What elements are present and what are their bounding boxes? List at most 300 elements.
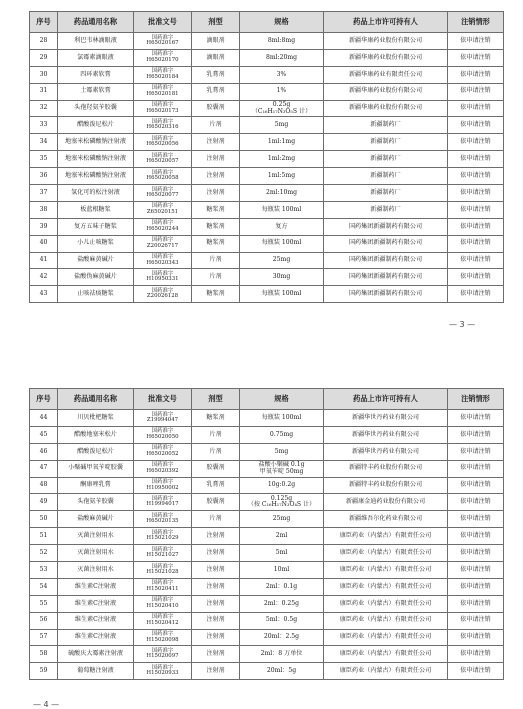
serial-number-cell: 39	[30, 218, 58, 235]
specification-cell	[240, 269, 324, 286]
approval-number-cell	[134, 629, 192, 646]
cell-text-line: 10g:0.2g	[267, 481, 296, 489]
cell-text-line: 每瓶装 100ml	[261, 413, 302, 421]
approval-number-cell	[134, 562, 192, 579]
table-row	[30, 269, 504, 286]
serial-number-cell: 29	[30, 49, 58, 66]
drug-name-cell: 复方五味子糖浆	[58, 218, 134, 235]
dosage-form-cell: 滴眼剂	[192, 33, 240, 50]
document-page-4	[29, 388, 503, 680]
approval-number-cell	[134, 235, 192, 252]
cell-text-line: H15020933	[146, 670, 179, 677]
approval-number-cell	[134, 117, 192, 134]
table-row	[30, 629, 504, 646]
serial-number-cell: 50	[30, 511, 58, 528]
table-row	[30, 578, 504, 595]
table-row	[30, 646, 504, 663]
cell-text-line: 8ml:20mg	[265, 53, 298, 61]
serial-number-cell: 46	[30, 443, 58, 460]
cancellation-status-cell: 依申请注销	[448, 545, 504, 562]
cancellation-status-cell: 依申请注销	[448, 426, 504, 443]
cancellation-status-cell: 依申请注销	[448, 33, 504, 50]
cancellation-status-cell: 依申请注销	[448, 49, 504, 66]
dosage-form-cell: 片剂	[192, 443, 240, 460]
approval-number-cell	[134, 252, 192, 269]
cell-text-line: 国药准字	[151, 411, 174, 418]
specification-cell	[240, 286, 324, 303]
table-row	[30, 252, 504, 269]
drug-cancellation-table-page-4	[29, 388, 504, 680]
serial-number-cell: 42	[30, 269, 58, 286]
approval-number-cell	[134, 218, 192, 235]
specification-cell	[240, 252, 324, 269]
dosage-form-cell: 糖浆剂	[192, 201, 240, 218]
cell-text-line: 甲氧苄啶 50mg	[259, 467, 304, 475]
approval-number-cell	[134, 49, 192, 66]
cell-text-line: 0.25g	[272, 101, 291, 109]
drug-name-cell: 灭菌注射用水	[58, 562, 134, 579]
drug-name-cell: 土霉素软膏	[58, 83, 134, 100]
serial-number-cell: 57	[30, 629, 58, 646]
table-body	[30, 410, 504, 680]
cell-text-line: 2ml	[275, 531, 288, 539]
serial-number-cell: 41	[30, 252, 58, 269]
dosage-form-cell: 片剂	[192, 117, 240, 134]
drug-name-cell: 地塞米松磷酸钠注射液	[58, 134, 134, 151]
serial-number-cell: 45	[30, 426, 58, 443]
serial-number-cell: 44	[30, 410, 58, 427]
drug-name-cell: 利巴韦林滴眼液	[58, 33, 134, 50]
header-serial-number: 序号	[30, 12, 58, 33]
cell-text-line: 国药准字	[151, 51, 174, 58]
cell-text-line: 国药准字	[151, 237, 174, 244]
license-holder-cell: 康臣药业（内蒙古）有限责任公司	[324, 562, 448, 579]
cell-text-line: 国药准字	[151, 85, 174, 92]
cancellation-status-cell: 依申请注销	[448, 201, 504, 218]
cell-text-line: 2ml：8 万单位	[260, 650, 303, 658]
cell-text-line: 1ml:5mg	[267, 171, 296, 179]
cancellation-status-cell: 依申请注销	[448, 629, 504, 646]
cell-text-line: H10950331	[146, 276, 179, 283]
license-holder-cell: 新疆维吾尔化药业有限公司	[324, 511, 448, 528]
approval-number-cell	[134, 269, 192, 286]
license-holder-cell: 康臣药业（内蒙古）有限责任公司	[324, 545, 448, 562]
cancellation-status-cell: 依申请注销	[448, 218, 504, 235]
cell-text-line: 0.125g	[270, 495, 293, 502]
serial-number-cell: 48	[30, 477, 58, 494]
approval-number-cell	[134, 168, 192, 185]
cell-text-line: 国药准字	[151, 563, 174, 570]
cell-text-line: H65020173	[146, 107, 179, 114]
cell-text-line: 5mg	[274, 447, 289, 455]
cancellation-status-cell: 依申请注销	[448, 100, 504, 117]
table-body	[30, 33, 504, 303]
dosage-form-cell: 注射剂	[192, 528, 240, 545]
license-holder-cell: 康臣药业（内蒙古）有限责任公司	[324, 646, 448, 663]
specification-cell	[240, 494, 324, 511]
dosage-form-cell: 糖浆剂	[192, 218, 240, 235]
cell-text-line: 25mg	[272, 256, 291, 264]
cell-text-line: 国药准字	[151, 462, 174, 469]
cell-text-line: 8ml:8mg	[267, 36, 296, 44]
drug-name-cell: 硫酸庆大霉素注射液	[58, 646, 134, 663]
table-row	[30, 595, 504, 612]
table-row	[30, 151, 504, 168]
specification-cell	[240, 33, 324, 50]
approval-number-cell	[134, 83, 192, 100]
approval-number-cell	[134, 494, 192, 511]
dosage-form-cell: 糖浆剂	[192, 286, 240, 303]
approval-number-cell	[134, 443, 192, 460]
drug-cancellation-table-page-3	[29, 11, 504, 303]
serial-number-cell: 49	[30, 494, 58, 511]
approval-number-cell	[134, 646, 192, 663]
license-holder-cell: 康臣药业（内蒙古）有限责任公司	[324, 629, 448, 646]
cell-text-line: （C₁₆H₁₇N₃O₅S 计）	[251, 107, 312, 115]
dosage-form-cell: 胶囊剂	[192, 460, 240, 477]
serial-number-cell: 56	[30, 612, 58, 629]
cell-text-line: 国药准字	[151, 479, 174, 486]
specification-cell	[240, 426, 324, 443]
specification-cell	[240, 117, 324, 134]
dosage-form-cell: 注射剂	[192, 185, 240, 202]
license-holder-cell: 国药集团新疆制药有限公司	[324, 269, 448, 286]
license-holder-cell: 康臣药业（内蒙古）有限责任公司	[324, 612, 448, 629]
cell-text-line: 1ml:2mg	[267, 154, 296, 162]
cell-text-line: 2ml:10mg	[265, 188, 298, 196]
approval-number-cell	[134, 286, 192, 303]
cell-text-line: H65020181	[146, 90, 179, 97]
table-row	[30, 410, 504, 427]
cell-text-line: H15021029	[146, 535, 179, 542]
drug-name-cell: 川贝枇杷糖浆	[58, 410, 134, 427]
page-number: — 4 —	[33, 700, 60, 709]
dosage-form-cell: 乳膏剂	[192, 83, 240, 100]
dosage-form-cell: 注射剂	[192, 562, 240, 579]
header-dosage-form: 剂型	[192, 12, 240, 33]
table-row	[30, 545, 504, 562]
serial-number-cell: 28	[30, 33, 58, 50]
cancellation-status-cell: 依申请注销	[448, 460, 504, 477]
dosage-form-cell: 注射剂	[192, 595, 240, 612]
cell-text-line: 1ml:1mg	[267, 138, 296, 146]
drug-name-cell: 盐酸麻黄碱片	[58, 511, 134, 528]
cell-text-line: Z20026717	[146, 242, 179, 249]
table-header-row	[30, 389, 504, 410]
cancellation-status-cell: 依申请注销	[448, 66, 504, 83]
cell-text-line: H65020392	[146, 467, 179, 474]
cell-text-line: H65020316	[146, 124, 179, 131]
specification-cell	[240, 410, 324, 427]
cancellation-status-cell: 依申请注销	[448, 477, 504, 494]
table-header-row	[30, 12, 504, 33]
drug-name-cell: 酮康唑乳膏	[58, 477, 134, 494]
cancellation-status-cell: 依申请注销	[448, 595, 504, 612]
dosage-form-cell: 胶囊剂	[192, 100, 240, 117]
cell-text-line: H10950002	[146, 484, 179, 491]
approval-number-cell	[134, 663, 192, 680]
cancellation-status-cell: 依申请注销	[448, 117, 504, 134]
dosage-form-cell: 注射剂	[192, 612, 240, 629]
drug-name-cell: 醋酸泼尼松片	[58, 443, 134, 460]
cell-text-line: 国药准字	[151, 428, 174, 435]
serial-number-cell: 38	[30, 201, 58, 218]
serial-number-cell: 51	[30, 528, 58, 545]
table-row	[30, 477, 504, 494]
cell-text-line: 2ml：0.25g	[263, 599, 300, 607]
cancellation-status-cell: 依申请注销	[448, 252, 504, 269]
cell-text-line: 20ml：5g	[266, 667, 297, 675]
cancellation-status-cell: 依申请注销	[448, 494, 504, 511]
cell-text-line: H65020170	[146, 56, 179, 63]
cell-text-line: 复方	[275, 222, 288, 230]
specification-cell	[240, 511, 324, 528]
header-license-holder: 药品上市许可持有人	[324, 12, 448, 33]
license-holder-cell: 新疆制药厂	[324, 134, 448, 151]
specification-cell	[240, 646, 324, 663]
drug-name-cell: 葡萄糖注射液	[58, 663, 134, 680]
drug-name-cell: 醋酸泼尼松片	[58, 117, 134, 134]
license-holder-cell: 康臣药业（内蒙古）有限责任公司	[324, 578, 448, 595]
cell-text-line: 国药准字	[151, 220, 174, 227]
specification-cell	[240, 100, 324, 117]
table-row	[30, 218, 504, 235]
specification-cell	[240, 460, 324, 477]
cancellation-status-cell: 依申请注销	[448, 562, 504, 579]
serial-number-cell: 53	[30, 562, 58, 579]
header-specification: 规格	[240, 12, 324, 33]
cell-text-line: Z65020151	[146, 208, 179, 215]
table-row	[30, 663, 504, 680]
table-row	[30, 562, 504, 579]
cancellation-status-cell: 依申请注销	[448, 185, 504, 202]
cancellation-status-cell: 依申请注销	[448, 151, 504, 168]
cancellation-status-cell: 依申请注销	[448, 443, 504, 460]
license-holder-cell: 国药集团新疆制药有限公司	[324, 218, 448, 235]
drug-name-cell: 板蓝根糖浆	[58, 201, 134, 218]
specification-cell	[240, 612, 324, 629]
cell-text-line: H65020184	[146, 73, 179, 80]
license-holder-cell: 新疆制药厂	[324, 168, 448, 185]
header-cancellation-status: 注销情形	[448, 12, 504, 33]
cancellation-status-cell: 依申请注销	[448, 663, 504, 680]
license-holder-cell: 新疆制药厂	[324, 151, 448, 168]
cell-text-line: H15021027	[146, 552, 179, 559]
table-row	[30, 235, 504, 252]
cell-text-line: 国药准字	[151, 614, 174, 621]
approval-number-cell	[134, 528, 192, 545]
drug-name-cell: 维生素C注射液	[58, 578, 134, 595]
table-row	[30, 494, 504, 511]
header-cancellation-status: 注销情形	[448, 389, 504, 410]
specification-cell	[240, 663, 324, 680]
specification-cell	[240, 218, 324, 235]
cell-text-line: 国药准字	[151, 118, 174, 125]
approval-number-cell	[134, 66, 192, 83]
specification-cell	[240, 66, 324, 83]
cancellation-status-cell: 依申请注销	[448, 410, 504, 427]
cancellation-status-cell: 依申请注销	[448, 168, 504, 185]
dosage-form-cell: 片剂	[192, 511, 240, 528]
specification-cell	[240, 49, 324, 66]
table-row	[30, 443, 504, 460]
approval-number-cell	[134, 595, 192, 612]
table-row	[30, 117, 504, 134]
license-holder-cell: 新疆华康药业有限责任公司	[324, 66, 448, 83]
cancellation-status-cell: 依申请注销	[448, 134, 504, 151]
drug-name-cell: 止咳祛痰糖浆	[58, 286, 134, 303]
drug-name-cell: 头孢氨苄胶囊	[58, 494, 134, 511]
cancellation-status-cell: 依申请注销	[448, 528, 504, 545]
cell-text-line: 0.75mg	[269, 430, 294, 438]
cell-text-line: 国药准字	[151, 648, 174, 654]
drug-name-cell: 地塞米松磷酸钠注射液	[58, 151, 134, 168]
dosage-form-cell: 注射剂	[192, 578, 240, 595]
cell-text-line: 国药准字	[151, 152, 174, 159]
cell-text-line: 国药准字	[151, 512, 174, 519]
cell-text-line: 1%	[276, 87, 287, 95]
cancellation-status-cell: 依申请注销	[448, 612, 504, 629]
cancellation-status-cell: 依申请注销	[448, 235, 504, 252]
cell-text-line: 5mg	[274, 121, 289, 129]
serial-number-cell: 35	[30, 151, 58, 168]
table-row	[30, 612, 504, 629]
approval-number-cell	[134, 477, 192, 494]
cell-text-line: H65020167	[146, 39, 179, 46]
cell-text-line: 国药准字	[151, 631, 174, 638]
approval-number-cell	[134, 426, 192, 443]
specification-cell	[240, 83, 324, 100]
specification-cell	[240, 578, 324, 595]
dosage-form-cell: 乳膏剂	[192, 66, 240, 83]
table-row	[30, 83, 504, 100]
serial-number-cell: 31	[30, 83, 58, 100]
approval-number-cell	[134, 33, 192, 50]
approval-number-cell	[134, 578, 192, 595]
serial-number-cell: 47	[30, 460, 58, 477]
specification-cell	[240, 235, 324, 252]
table-row	[30, 286, 504, 303]
serial-number-cell: 58	[30, 646, 58, 663]
cell-text-line: 盐酸小檗碱 0.1g	[258, 461, 305, 469]
dosage-form-cell: 注射剂	[192, 663, 240, 680]
cell-text-line: H65020244	[146, 225, 179, 232]
drug-name-cell: 灭菌注射用水	[58, 528, 134, 545]
drug-name-cell: 氢化可的松注射液	[58, 185, 134, 202]
specification-cell	[240, 528, 324, 545]
cell-text-line: 国药准字	[151, 287, 174, 294]
license-holder-cell: 新疆华世丹药业有限公司	[324, 443, 448, 460]
license-holder-cell: 国药集团新疆制药有限公司	[324, 235, 448, 252]
specification-cell	[240, 443, 324, 460]
specification-cell	[240, 151, 324, 168]
dosage-form-cell: 胶囊剂	[192, 494, 240, 511]
table-row	[30, 100, 504, 117]
approval-number-cell	[134, 134, 192, 151]
license-holder-cell: 康臣药业（内蒙古）有限责任公司	[324, 595, 448, 612]
header-license-holder: 药品上市许可持有人	[324, 389, 448, 410]
specification-cell	[240, 629, 324, 646]
license-holder-cell: 新疆特丰药业股份有限公司	[324, 460, 448, 477]
specification-cell	[240, 168, 324, 185]
header-approval-number: 批准文号	[134, 389, 192, 410]
serial-number-cell: 52	[30, 545, 58, 562]
cell-text-line: 国药准字	[151, 529, 174, 536]
license-holder-cell: 新疆制药厂	[324, 201, 448, 218]
header-approval-number: 批准文号	[134, 12, 192, 33]
license-holder-cell: 新疆华康药业股份有限公司	[324, 83, 448, 100]
cell-text-line: 2ml：0.1g	[265, 582, 298, 590]
cell-text-line: 每瓶装 100ml	[261, 239, 302, 247]
approval-number-cell	[134, 151, 192, 168]
table-row	[30, 201, 504, 218]
specification-cell	[240, 477, 324, 494]
serial-number-cell: 34	[30, 134, 58, 151]
cell-text-line: 国药准字	[151, 271, 174, 277]
cell-text-line: 国药准字	[151, 203, 174, 210]
cell-text-line: 国药准字	[151, 135, 174, 142]
table-row	[30, 66, 504, 83]
license-holder-cell: 新疆康金迪药业股份有限公司	[324, 494, 448, 511]
dosage-form-cell: 注射剂	[192, 646, 240, 663]
drug-name-cell: 小儿止咳糖浆	[58, 235, 134, 252]
cell-text-line: H15020412	[146, 619, 179, 626]
dosage-form-cell: 片剂	[192, 269, 240, 286]
header-serial-number: 序号	[30, 389, 58, 410]
table-row	[30, 511, 504, 528]
drug-name-cell: 醋酸地塞米松片	[58, 426, 134, 443]
approval-number-cell	[134, 201, 192, 218]
cell-text-line: 30mg	[272, 273, 291, 281]
table-row	[30, 49, 504, 66]
cell-text-line: H65020052	[146, 450, 179, 457]
specification-cell	[240, 545, 324, 562]
cell-text-line: H15021028	[146, 568, 179, 575]
drug-name-cell: 地塞米松磷酸钠注射液	[58, 168, 134, 185]
serial-number-cell: 55	[30, 595, 58, 612]
serial-number-cell: 43	[30, 286, 58, 303]
drug-name-cell: 头孢羟氨苄胶囊	[58, 100, 134, 117]
table-row	[30, 134, 504, 151]
cell-text-line: 20ml：2.5g	[263, 633, 300, 641]
cell-text-line: 每瓶装 100ml	[261, 290, 302, 298]
cell-text-line: H65020050	[146, 433, 179, 440]
cell-text-line: 国药准字	[151, 580, 174, 587]
license-holder-cell: 国药集团新疆制药有限公司	[324, 286, 448, 303]
approval-number-cell	[134, 511, 192, 528]
cell-text-line: 3%	[276, 70, 287, 78]
cancellation-status-cell: 依申请注销	[448, 286, 504, 303]
drug-name-cell: 维生素C注射液	[58, 629, 134, 646]
serial-number-cell: 36	[30, 168, 58, 185]
cell-text-line: 国药准字	[151, 68, 174, 75]
serial-number-cell: 30	[30, 66, 58, 83]
cancellation-status-cell: 依申请注销	[448, 269, 504, 286]
drug-name-cell: 盐酸伪麻黄碱片	[58, 269, 134, 286]
table-row	[30, 460, 504, 477]
approval-number-cell	[134, 460, 192, 477]
dosage-form-cell: 注射剂	[192, 134, 240, 151]
table-row	[30, 185, 504, 202]
approval-number-cell	[134, 545, 192, 562]
cell-text-line: 国药准字	[151, 102, 174, 109]
header-drug-name: 药品通用名称	[58, 12, 134, 33]
table-row	[30, 528, 504, 545]
serial-number-cell: 33	[30, 117, 58, 134]
header-drug-name: 药品通用名称	[58, 389, 134, 410]
table-row	[30, 168, 504, 185]
cell-text-line: Z20026128	[146, 293, 179, 300]
